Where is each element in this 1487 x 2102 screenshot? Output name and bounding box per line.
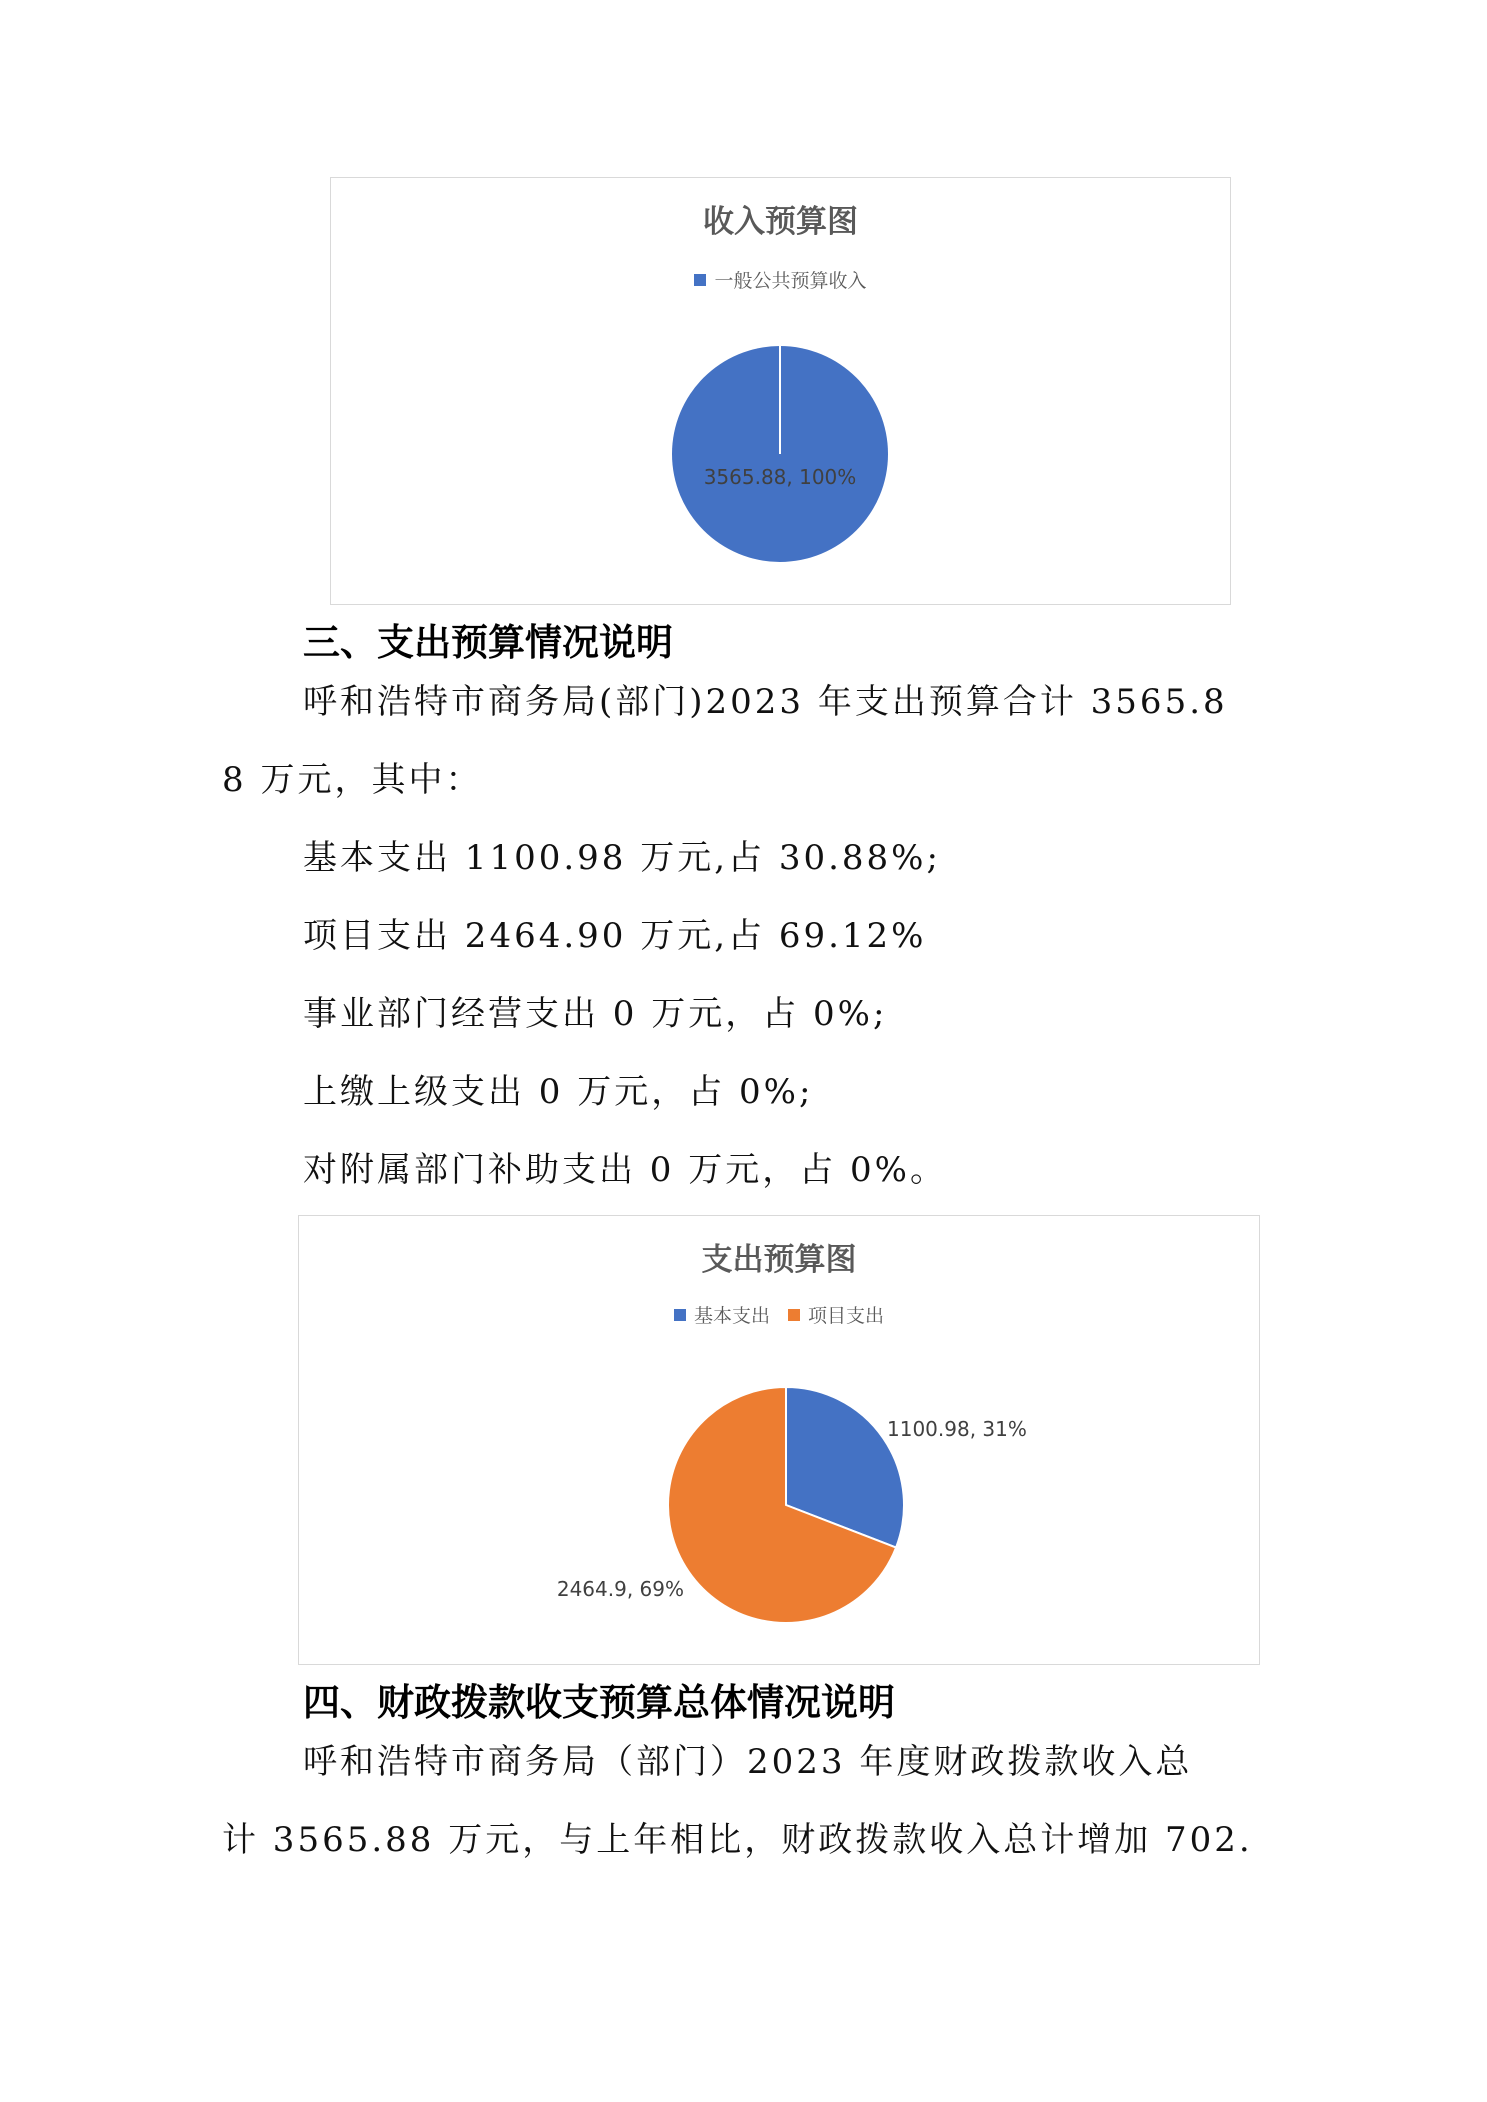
legend-item-general-budget-income: 一般公共预算收入 [694,266,866,293]
section4-line1: 呼和浩特市商务局（部门）2023 年度财政拨款收入总 [303,1742,1193,1782]
expense-item-subsidy-affiliates: 对附属部门补助支出 0 万元，占 0%。 [303,1150,947,1190]
section4-heading: 四、财政拨款收支预算总体情况说明 [303,1681,895,1724]
section3-intro-line2: 8 万元，其中： [222,760,483,800]
expense-item-remit-superior: 上缴上级支出 0 万元，占 0%; [303,1072,814,1112]
expense-item-business-operation: 事业部门经营支出 0 万元，占 0%; [303,994,888,1034]
pie-data-label-2: 2464.9, 69% [556,1577,684,1601]
legend-item-project-expense: 项目支出 [788,1301,884,1328]
section4-line2: 计 3565.88 万元，与上年相比，财政拨款收入总计增加 702. [222,1820,1253,1860]
expense-budget-chart [298,1215,1260,1665]
legend-item-basic-expense: 基本支出 [674,1301,770,1328]
section3-heading: 三、支出预算情况说明 [303,621,673,664]
expense-chart-title: 支出预算图 [701,1242,857,1278]
section3-intro-line1: 呼和浩特市商务局(部门)2023 年支出预算合计 3565.8 [303,682,1228,722]
expense-pie-svg [299,1216,1258,1663]
income-budget-chart [330,177,1231,605]
income-pie-svg [331,178,1229,603]
pie-data-label-1: 3565.88, 100% [703,465,857,489]
expense-item-project: 项目支出 2464.90 万元,占 69.12% [303,916,927,956]
income-chart-title: 收入预算图 [703,204,858,240]
expense-item-basic: 基本支出 1100.98 万元,占 30.88%; [303,838,941,878]
pie-data-label-1: 1100.98, 31% [887,1417,1027,1441]
